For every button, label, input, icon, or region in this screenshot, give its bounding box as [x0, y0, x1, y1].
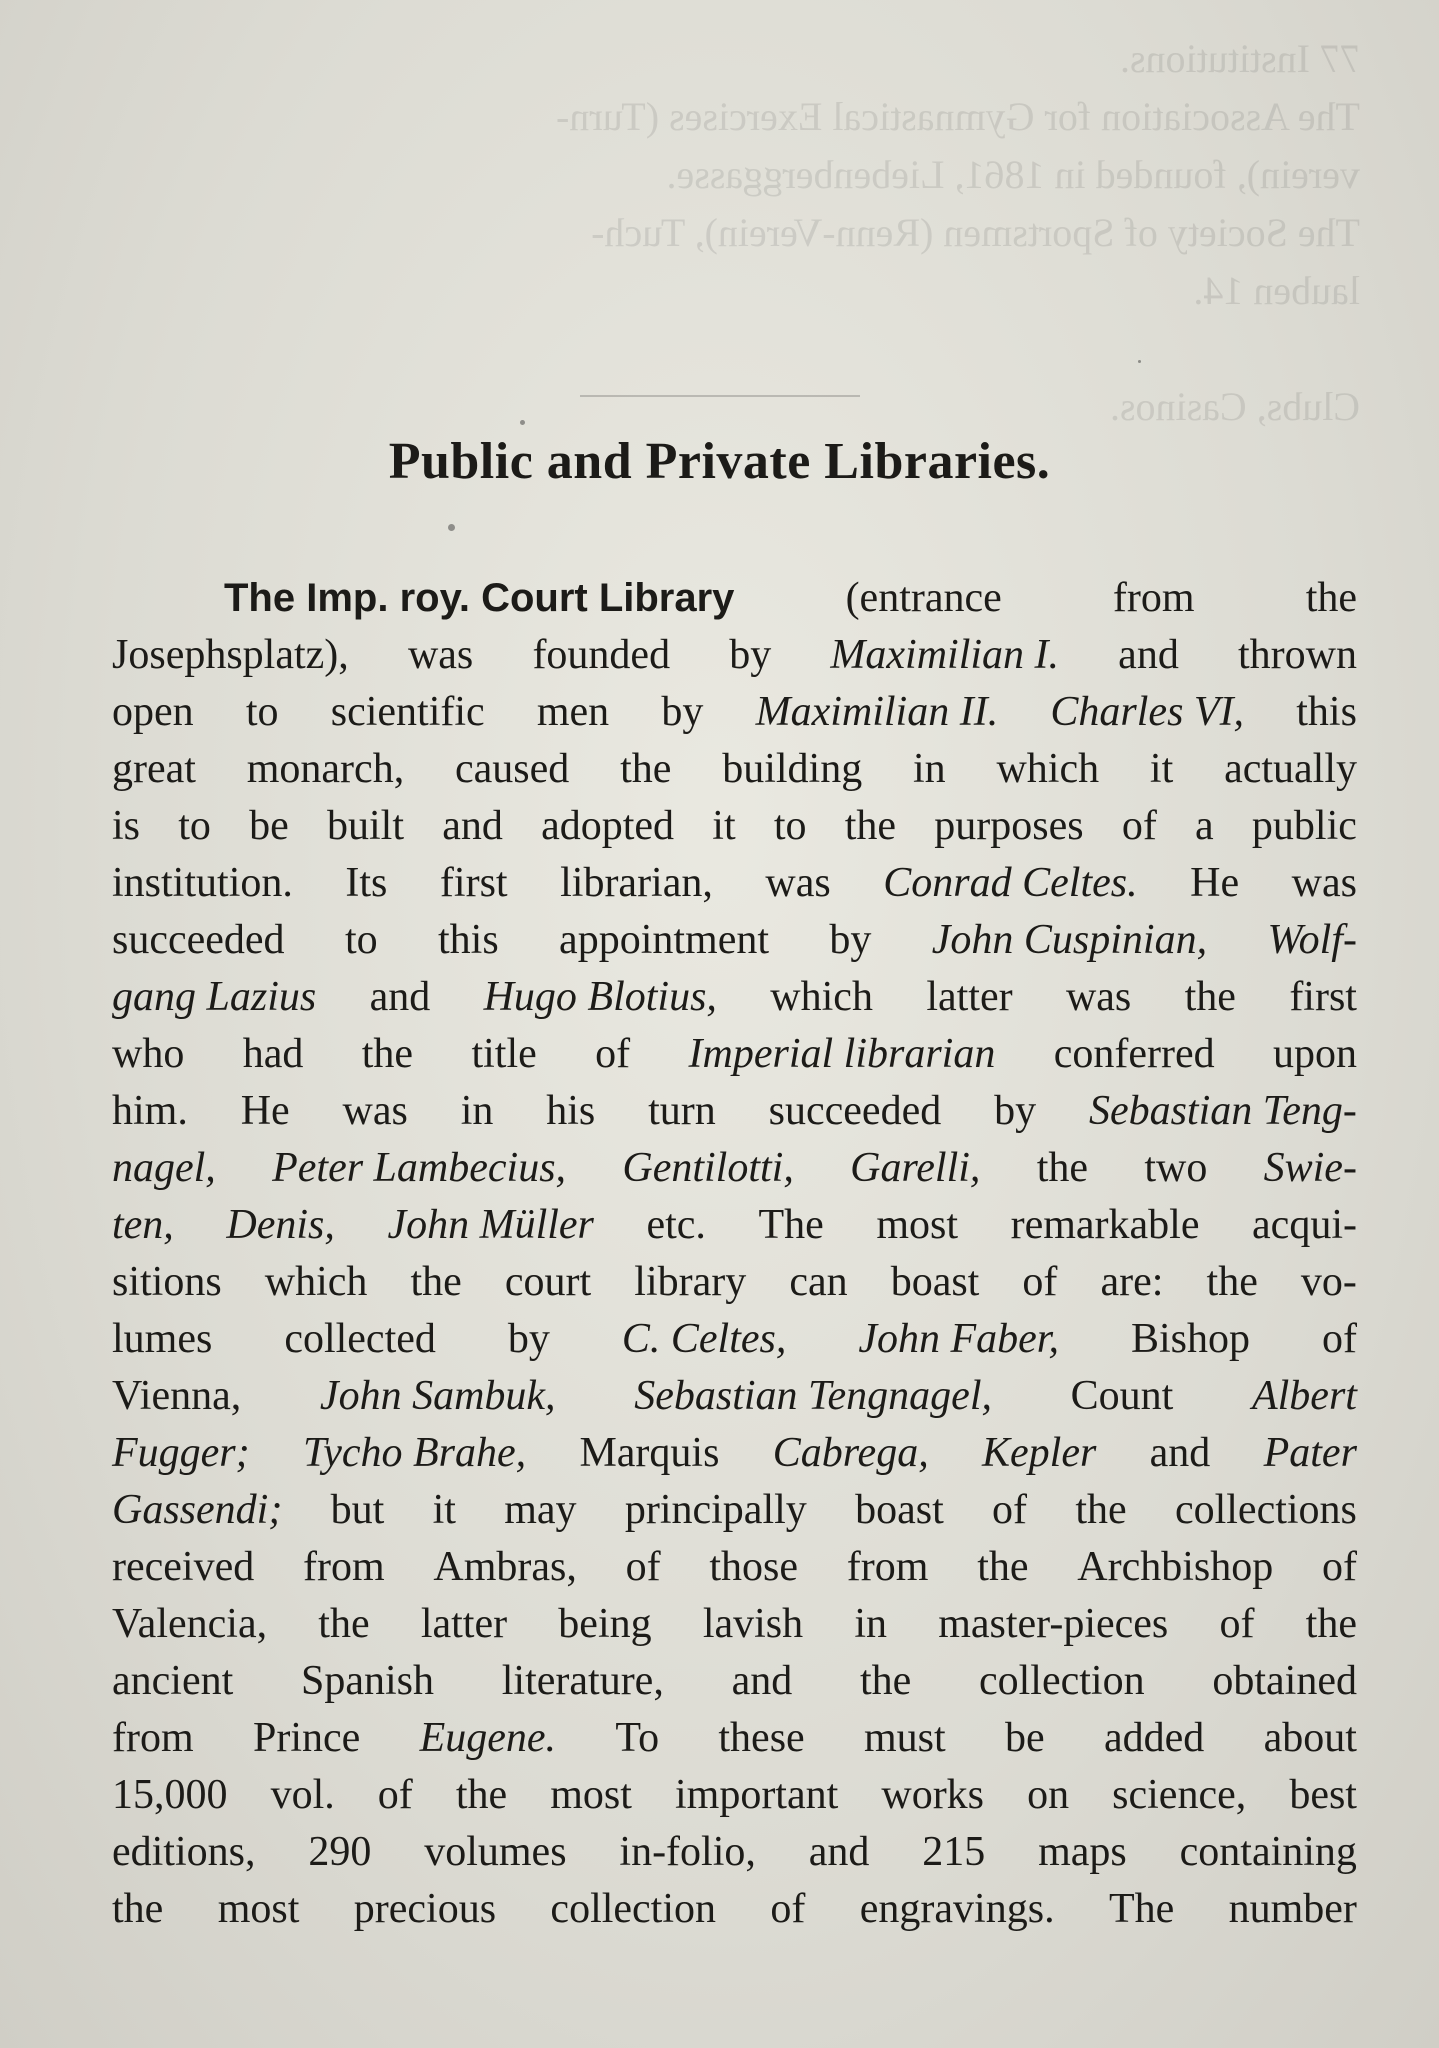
word: him. — [112, 1088, 188, 1134]
word: lavish — [702, 1601, 804, 1647]
word: to — [178, 803, 211, 849]
word: and — [442, 803, 503, 849]
word: of — [1022, 1259, 1058, 1305]
word: vo- — [1300, 1259, 1357, 1305]
word: the — [410, 1259, 462, 1305]
word: literature, — [501, 1658, 664, 1704]
word: these — [718, 1715, 805, 1761]
text-line — [112, 1653, 1357, 1710]
word: etc. — [646, 1202, 706, 1248]
word: by — [994, 1088, 1037, 1134]
word: thrown — [1237, 632, 1357, 678]
word: To — [615, 1715, 660, 1761]
word: Cabrega, — [772, 1430, 929, 1476]
bleed-line — [70, 320, 1360, 378]
word: of — [1219, 1601, 1255, 1647]
word: collected — [284, 1316, 436, 1362]
ink-speck — [448, 524, 455, 531]
word: obtained — [1212, 1658, 1357, 1704]
word: most — [550, 1772, 632, 1818]
word: appointment — [559, 917, 770, 963]
word: and — [731, 1658, 793, 1704]
word: turn — [648, 1088, 716, 1134]
word: the — [1206, 1259, 1258, 1305]
word: the — [844, 803, 897, 849]
word: Valencia, — [112, 1601, 268, 1647]
word: precious — [353, 1886, 497, 1932]
text-line — [112, 855, 1357, 912]
text-line — [112, 570, 1357, 627]
word: title — [471, 1031, 537, 1077]
word: nagel, — [112, 1145, 216, 1191]
word: added — [1103, 1715, 1205, 1761]
word: in — [913, 746, 946, 792]
text-line — [112, 1254, 1357, 1311]
word: and — [1118, 632, 1179, 678]
bleed-line: The Society of Sportsmen (Renn-Verein), Tuch- — [591, 210, 1360, 255]
word: from — [1112, 575, 1195, 621]
word: are: — [1100, 1259, 1164, 1305]
word: which — [264, 1259, 368, 1305]
word: succeeded — [112, 917, 285, 963]
word: this — [437, 917, 499, 963]
word: but — [330, 1487, 385, 1533]
word: which — [996, 746, 1100, 792]
text-line — [112, 1881, 1357, 1938]
word: founded — [532, 632, 671, 678]
word: which — [770, 974, 873, 1020]
decorative-rule — [580, 395, 860, 397]
word: Spanish — [301, 1658, 435, 1704]
word: (entrance — [845, 575, 1002, 621]
word: lumes — [112, 1316, 213, 1362]
word: those — [709, 1544, 799, 1590]
bleed-line: verein), founded in 1861, Liebenberggasse. — [666, 152, 1360, 197]
word: the — [1305, 1601, 1357, 1647]
word: engravings. — [859, 1886, 1055, 1932]
word: first — [1289, 974, 1357, 1020]
word: was — [1065, 974, 1132, 1020]
text-line — [112, 969, 1357, 1026]
text-line — [112, 912, 1357, 969]
word: editions, — [112, 1829, 256, 1875]
word: adopted — [541, 803, 675, 849]
word: containing — [1179, 1829, 1357, 1875]
word: master-pieces — [938, 1601, 1169, 1647]
word: vol. — [270, 1772, 335, 1818]
word: on — [1027, 1772, 1070, 1818]
word: conferred — [1053, 1031, 1215, 1077]
text-line — [112, 1824, 1357, 1881]
word: Gentilotti, — [622, 1145, 794, 1191]
word: built — [327, 803, 405, 849]
word: can — [789, 1259, 848, 1305]
word: his — [546, 1088, 596, 1134]
word: Eugene. — [419, 1715, 557, 1761]
word: Sebastian Tengnagel, — [634, 1373, 992, 1419]
word: was — [407, 632, 474, 678]
word: Sebastian Teng- — [1088, 1088, 1357, 1134]
word: The — [758, 1202, 824, 1248]
text-line — [112, 1311, 1357, 1368]
word: the — [1036, 1145, 1089, 1191]
word: first — [439, 860, 508, 906]
word: of — [992, 1487, 1028, 1533]
word: caused — [455, 746, 570, 792]
word: Conrad Celtes. — [883, 860, 1138, 906]
word: the — [318, 1601, 370, 1647]
word: it — [432, 1487, 456, 1533]
word: acqui- — [1252, 1202, 1357, 1248]
word: who — [112, 1031, 185, 1077]
word: maps — [1038, 1829, 1127, 1875]
word: Its — [345, 860, 388, 906]
word: in-folio, — [619, 1829, 756, 1875]
word: Imperial librarian — [688, 1031, 996, 1077]
word: in — [854, 1601, 888, 1647]
word: the — [977, 1544, 1029, 1590]
text-line — [112, 1767, 1357, 1824]
word: the — [455, 1772, 508, 1818]
word: C. Celtes, — [621, 1316, 787, 1362]
word: and — [1149, 1430, 1211, 1476]
word: The Imp. roy. Court Library — [224, 576, 735, 620]
word: Garelli, — [850, 1145, 981, 1191]
word: The — [1108, 1886, 1175, 1932]
word: upon — [1273, 1031, 1357, 1077]
word: must — [864, 1715, 946, 1761]
bleed-line: The Association for Gymnastical Exercises (Turn- — [556, 94, 1360, 139]
word: of — [1121, 803, 1157, 849]
word: a — [1195, 803, 1214, 849]
word: was — [342, 1088, 408, 1134]
word: of — [625, 1544, 661, 1590]
word: from — [846, 1544, 929, 1590]
word: monarch, — [246, 746, 405, 792]
body-paragraph — [112, 570, 1357, 1938]
word: by — [829, 917, 872, 963]
word: most — [217, 1886, 300, 1932]
word: actually — [1224, 746, 1357, 792]
text-line — [112, 1197, 1357, 1254]
word: best — [1289, 1772, 1357, 1818]
word: number — [1228, 1886, 1357, 1932]
word: sitions — [112, 1259, 222, 1305]
word: most — [876, 1202, 959, 1248]
word: ten, — [112, 1202, 174, 1248]
word: institution. — [112, 860, 293, 906]
word: by — [661, 689, 704, 735]
word: important — [674, 1772, 839, 1818]
word: the — [1075, 1487, 1127, 1533]
word: Hugo Blotius, — [483, 974, 717, 1020]
word: had — [242, 1031, 304, 1077]
word: 215 — [922, 1829, 986, 1875]
word: boast — [855, 1487, 944, 1533]
word: it — [712, 803, 736, 849]
text-line — [112, 1026, 1357, 1083]
word: Gassendi; — [112, 1487, 283, 1533]
word: to — [245, 689, 279, 735]
ink-speck — [1138, 360, 1141, 363]
word: and — [808, 1829, 870, 1875]
word: may — [504, 1487, 577, 1533]
word: from — [302, 1544, 385, 1590]
word: He — [240, 1088, 290, 1134]
word: of — [770, 1886, 806, 1932]
word: was — [765, 860, 831, 906]
word: court — [504, 1259, 592, 1305]
word: Josephsplatz), — [112, 632, 349, 678]
text-line — [112, 1539, 1357, 1596]
word: the — [859, 1658, 912, 1704]
word: librarian, — [560, 860, 713, 906]
word: the — [1305, 575, 1357, 621]
word: and — [369, 974, 431, 1020]
word: Charles VI, — [1050, 689, 1245, 735]
word: John Müller — [387, 1202, 594, 1248]
word: to — [773, 803, 807, 849]
text-line — [112, 1710, 1357, 1767]
word: Denis, — [226, 1202, 335, 1248]
word: Maximilian I. — [830, 632, 1060, 678]
word: two — [1144, 1145, 1208, 1191]
word: Peter Lambecius, — [272, 1145, 567, 1191]
text-line — [112, 1425, 1357, 1482]
word: remarkable — [1010, 1202, 1200, 1248]
word: about — [1263, 1715, 1357, 1761]
word: Vienna, — [112, 1373, 242, 1419]
word: the — [361, 1031, 414, 1077]
page-heading: Public and Private Libraries. — [388, 433, 1051, 490]
word: is — [112, 803, 141, 849]
word: Marquis — [579, 1430, 720, 1476]
word: Fugger; — [112, 1430, 250, 1476]
word: 290 — [308, 1829, 372, 1875]
word: collections — [1174, 1487, 1357, 1533]
word: Tycho Brahe, — [302, 1430, 527, 1476]
word: Bishop — [1130, 1316, 1250, 1362]
text-line — [112, 1140, 1357, 1197]
word: Prince — [252, 1715, 361, 1761]
word: men — [536, 689, 610, 735]
word: of — [595, 1031, 631, 1077]
word: was — [1291, 860, 1357, 906]
word: volumes — [424, 1829, 567, 1875]
word: in — [460, 1088, 494, 1134]
text-line — [112, 1482, 1357, 1539]
word: latter — [926, 974, 1013, 1020]
word: be — [1005, 1715, 1045, 1761]
word: Ambras, — [433, 1544, 577, 1590]
word: Archbishop — [1077, 1544, 1274, 1590]
text-line — [112, 1368, 1357, 1425]
word: open — [112, 689, 194, 735]
word: Pater — [1263, 1430, 1357, 1476]
word: scientific — [330, 689, 485, 735]
word: by — [507, 1316, 550, 1362]
word: this — [1296, 689, 1357, 735]
word: boast — [890, 1259, 980, 1305]
word: great — [112, 746, 196, 792]
word: of — [1321, 1316, 1357, 1362]
word: ancient — [112, 1658, 234, 1704]
word: of — [1321, 1544, 1357, 1590]
word: gang Lazius — [112, 974, 317, 1020]
word: the — [1184, 974, 1236, 1020]
word: be — [249, 803, 289, 849]
text-line — [112, 1083, 1357, 1140]
word: Count — [1070, 1373, 1174, 1419]
word: purposes — [934, 803, 1084, 849]
word: the — [620, 746, 672, 792]
word: 15,000 — [112, 1772, 228, 1818]
word: Swie- — [1263, 1145, 1357, 1191]
bleed-line: 77 Institutions. — [1119, 36, 1360, 81]
word: principally — [624, 1487, 807, 1533]
text-line — [112, 684, 1357, 741]
bleed-line: Clubs, Casinos. — [1109, 384, 1360, 429]
word: latter — [420, 1601, 508, 1647]
word: He — [1190, 860, 1240, 906]
text-line — [112, 1596, 1357, 1653]
word: John Cuspinian, — [931, 917, 1208, 963]
word: by — [729, 632, 772, 678]
word: Maximilian II. — [755, 689, 999, 735]
word: collection — [550, 1886, 717, 1932]
bleed-line: lauben 14. — [1193, 268, 1360, 313]
word: received — [112, 1544, 255, 1590]
word: works — [881, 1772, 985, 1818]
word: library — [634, 1259, 747, 1305]
word: public — [1251, 803, 1357, 849]
word: it — [1149, 746, 1174, 792]
word: the — [112, 1886, 164, 1932]
text-line — [112, 798, 1357, 855]
text-line — [112, 741, 1357, 798]
word: John Sambuk, — [319, 1373, 556, 1419]
text-line — [112, 627, 1357, 684]
word: Wolf- — [1267, 917, 1357, 963]
word: collection — [979, 1658, 1145, 1704]
word: Albert — [1251, 1373, 1357, 1419]
word: succeeded — [768, 1088, 942, 1134]
word: from — [112, 1715, 194, 1761]
word: Kepler — [982, 1430, 1097, 1476]
word: building — [722, 746, 863, 792]
ink-speck — [520, 420, 525, 425]
word: of — [377, 1772, 413, 1818]
word: John Faber, — [858, 1316, 1059, 1362]
bleed-through-text — [70, 30, 1360, 436]
word: being — [558, 1601, 652, 1647]
word: to — [344, 917, 378, 963]
word: science, — [1112, 1772, 1247, 1818]
